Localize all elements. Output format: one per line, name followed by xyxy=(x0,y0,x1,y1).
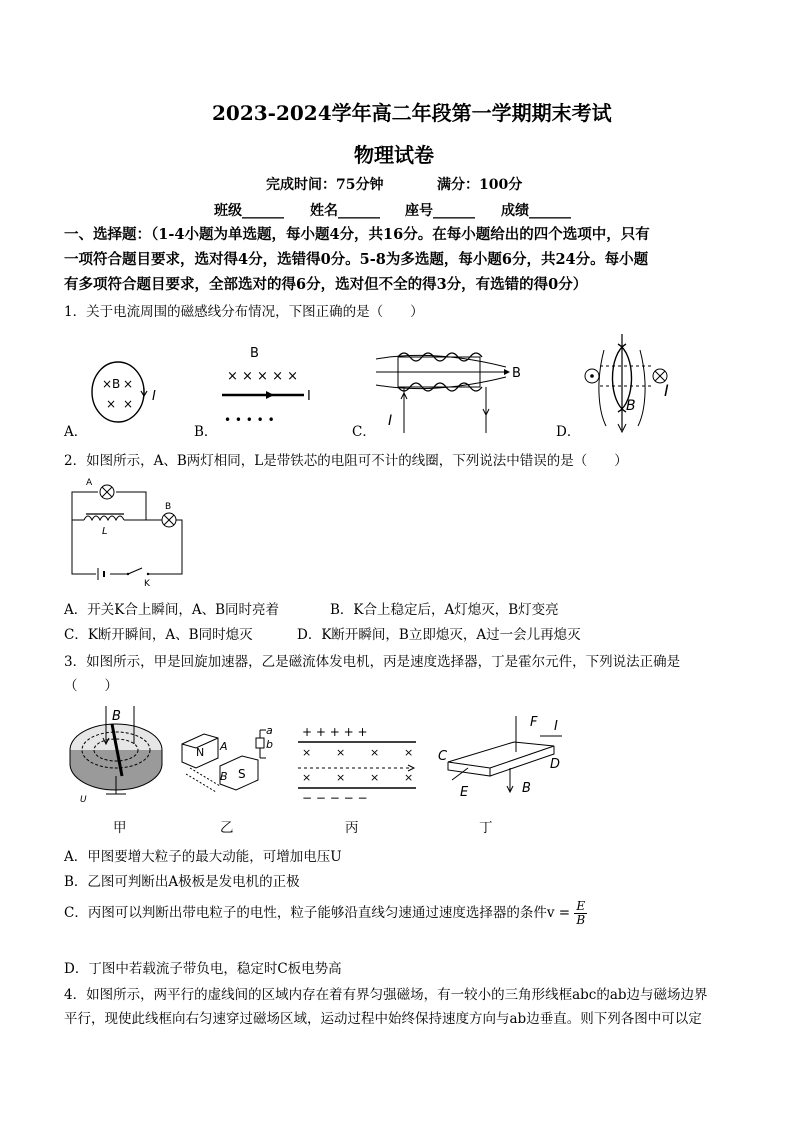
current-label-i: I xyxy=(388,413,393,429)
q1-option-d[interactable]: D． xyxy=(556,424,581,440)
q3-option-c-text: C．丙图可以判断出带电粒子的电性，粒子能够沿直线匀速通过速度选择器的条件v = xyxy=(64,905,571,921)
section-instructions-line2: 一项符合题目要求，选对得4分，选错得0分。5-8为多选题，每小题6分，共24分。每小题 xyxy=(64,251,649,268)
plate-a: A xyxy=(220,740,228,753)
q3-label-ding: 丁 xyxy=(479,820,493,836)
time-label: 完成时间：75分钟 xyxy=(266,177,384,193)
q3-option-c[interactable] xyxy=(64,900,587,927)
grade-field[interactable]: 成绩______ xyxy=(501,203,571,219)
cross-mark: × xyxy=(302,746,312,759)
q2-option-d[interactable]: D．K断开瞬间，B立即熄灭，A过一会儿再熄灭 xyxy=(297,627,581,643)
cross-mark: × xyxy=(123,377,134,391)
plus-row: + + + + + xyxy=(302,725,368,739)
q3-label-yi: 乙 xyxy=(220,820,234,836)
q1-figure-c xyxy=(374,345,524,435)
cross-mark: × xyxy=(370,746,380,759)
q3-option-a[interactable]: A．甲图要增大粒子的最大动能，可增加电压U xyxy=(64,849,342,865)
fraction-denominator: B xyxy=(576,913,586,927)
section-instructions-line3: 有多项符合题目要求，全部选对的得6分，选对但不全的得3分，有选错的得0分） xyxy=(64,276,588,293)
switch-icon xyxy=(128,568,142,574)
seat-field[interactable]: 座号______ xyxy=(405,203,475,219)
circular-field-line xyxy=(92,362,144,422)
q2-stem: 2．如图所示，A、B两灯相同，L是带铁芯的电阻可不计的线圈，下列说法中错误的是（ ） xyxy=(64,453,628,469)
q1-stem: 1．关于电流周围的磁感线分布情况，下图正确的是（ ） xyxy=(64,304,424,320)
q2-option-c[interactable]: C．K断开瞬间，A、B同时熄灭 xyxy=(64,627,253,643)
lamp-a-label: A xyxy=(86,478,93,488)
q3-option-b[interactable]: B．乙图可判断出A极板是发电机的正极 xyxy=(64,874,300,890)
q1-option-c[interactable]: C． xyxy=(352,424,376,440)
cross-mark: × xyxy=(302,771,312,784)
cross-mark: × xyxy=(336,771,346,784)
terminal-b: b xyxy=(266,738,273,751)
cross-row: × × × × × xyxy=(227,369,298,384)
name-field[interactable]: 姓名______ xyxy=(310,203,380,219)
cross-mark: × xyxy=(106,397,117,411)
field-label-b: B xyxy=(626,398,636,414)
section-instructions-line1: 一、选择题：（1-4小题为单选题，每小题4分，共16分。在每小题给出的四个选项中，只有 xyxy=(64,226,650,243)
page-title: 2023-2024学年高二年段第一学期期末考试 xyxy=(212,101,612,125)
field-label-b: × xyxy=(102,377,113,391)
current-label-i: I xyxy=(152,389,156,404)
q2-circuit-diagram xyxy=(66,476,196,588)
terminal-a: a xyxy=(266,724,273,737)
field-direction-arrow xyxy=(141,388,147,396)
fraction-numerator: E xyxy=(576,899,586,913)
current-label-i: I xyxy=(307,389,311,404)
velocity-condition-fraction xyxy=(574,900,587,927)
field-label-b: B xyxy=(250,346,259,361)
cross-mark: × xyxy=(404,746,414,759)
cross-mark: × xyxy=(123,397,134,411)
q3-option-d[interactable]: D．丁图中若载流子带负电，稳定时C板电势高 xyxy=(64,961,342,977)
q2-option-b[interactable]: B．K合上稳定后，A灯熄灭，B灯变亮 xyxy=(330,602,559,618)
plate-b: B xyxy=(220,770,228,783)
switch-label: K xyxy=(144,579,150,589)
cross-mark: × xyxy=(370,771,380,784)
magnet-n: N xyxy=(196,746,205,759)
magnet-s: S xyxy=(238,767,246,781)
q2-option-a[interactable]: A．开关K合上瞬间，A、B同时亮着 xyxy=(64,602,280,618)
label-i: I xyxy=(554,719,558,734)
score-label: 满分：100分 xyxy=(437,177,523,193)
cross-mark: × xyxy=(404,771,414,784)
field-label-b: B xyxy=(112,377,121,391)
inductor-label: L xyxy=(102,526,108,537)
q1-option-b[interactable]: B． xyxy=(194,424,218,440)
page-subtitle: 物理试卷 xyxy=(354,143,434,167)
label-c: C xyxy=(438,749,448,764)
dot-row: • • • • • xyxy=(224,413,275,427)
q3-figure-cyclotron xyxy=(66,704,176,804)
q3-label-jia: 甲 xyxy=(113,820,127,836)
q3-figure-mhd-generator xyxy=(176,724,288,804)
q3-figure-velocity-selector xyxy=(296,726,426,806)
q3-stem-answer: （ ） xyxy=(64,678,118,694)
q3-stem: 3．如图所示，甲是回旋加速器，乙是磁流体发电机，丙是速度选择器，丁是霍尔元件，下列说法正确是 xyxy=(64,654,681,670)
inductor-coil xyxy=(84,516,124,520)
current-arrow xyxy=(266,391,274,399)
minus-row: − − − − − xyxy=(302,791,368,805)
field-label-b: B xyxy=(512,366,521,381)
q1-option-a[interactable]: A． xyxy=(64,424,88,440)
label-b: B xyxy=(522,781,531,796)
q1-figure-d xyxy=(578,330,688,440)
label-d: D xyxy=(550,757,561,772)
q1-figure-b xyxy=(220,343,330,433)
q1-figure-a xyxy=(88,360,178,440)
q4-stem-line1: 4．如图所示，两平行的虚线间的区域内存在着有界匀强磁场，有一较小的三角形线框abc的ab边与磁场边界 xyxy=(64,987,708,1003)
lamp-b-label: B xyxy=(165,502,172,512)
q3-label-bing: 丙 xyxy=(345,820,359,836)
class-field[interactable]: 班级______ xyxy=(214,203,284,219)
field-label-b: B xyxy=(112,709,121,724)
current-label-i: I xyxy=(664,381,669,400)
label-f: F xyxy=(530,715,538,730)
label-e: E xyxy=(460,785,469,800)
q4-stem-line2: 平行，现使此线框向右匀速穿过磁场区域，运动过程中始终保持速度方向与ab边垂直。则下列各图中可以定 xyxy=(64,1011,702,1027)
cross-mark: × xyxy=(336,746,346,759)
voltage-label-u: U xyxy=(80,795,87,805)
q3-figure-hall-element xyxy=(436,712,566,804)
